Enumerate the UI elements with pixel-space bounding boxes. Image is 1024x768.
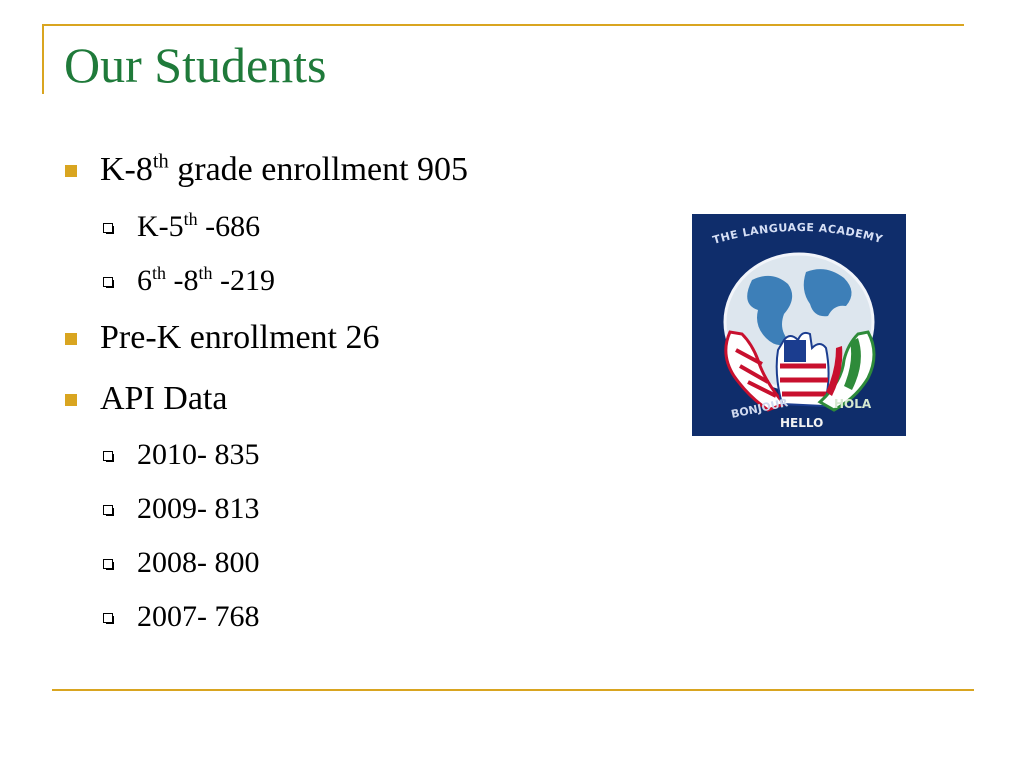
api-text: API Data [100, 380, 228, 417]
api-year-text: 2010- 835 [137, 438, 260, 471]
grades68-superscript-2: th [198, 263, 213, 283]
slide-title: Our Students [64, 37, 327, 93]
square-bullet-icon [65, 165, 77, 177]
left-rule [42, 24, 44, 94]
bullet-enrollment [100, 150, 469, 188]
prek-text: Pre-K enrollment 26 [100, 319, 380, 356]
bullet-prek [100, 321, 380, 355]
globe-hands-logo-art [692, 214, 906, 436]
api-year-text: 2008- 800 [137, 546, 260, 579]
enrollment-superscript: th [152, 150, 169, 173]
logo-arc-text: THE LANGUAGE ACADEMY [711, 220, 885, 247]
logo-word-hello: HELLO [780, 416, 824, 430]
bottom-rule [52, 689, 974, 691]
hand-center-stars-field [784, 340, 806, 362]
bullet-api [100, 382, 227, 416]
api-year-text: 2007- 768 [137, 600, 260, 633]
bullet-k5 [137, 209, 261, 243]
grades68-middle: -8 [166, 264, 199, 297]
k5-text: -686 [197, 210, 261, 243]
logo-word-bonjour: BONJOUR [729, 396, 790, 421]
square-bullet-icon [65, 333, 77, 345]
hollow-box-bullet-icon [103, 559, 113, 569]
grades68-text: -219 [212, 264, 276, 297]
hollow-box-bullet-icon [103, 505, 113, 515]
bullet-api-2007 [137, 602, 260, 632]
hollow-box-bullet-icon [103, 223, 113, 233]
k5-superscript: th [183, 209, 198, 229]
enrollment-prefix: K-8 [100, 151, 153, 188]
grades68-prefix: 6 [137, 264, 152, 297]
bullet-api-2008 [137, 548, 260, 578]
bullet-api-2010 [137, 440, 260, 470]
language-academy-logo [692, 214, 906, 436]
square-bullet-icon [65, 394, 77, 406]
bullet-grades-6-8 [137, 263, 276, 297]
k5-prefix: K-5 [137, 210, 184, 243]
hollow-box-bullet-icon [103, 277, 113, 287]
grades68-superscript: th [152, 263, 167, 283]
enrollment-text: grade enrollment 905 [168, 151, 469, 188]
logo-word-hola: HOLA [834, 397, 872, 411]
hollow-box-bullet-icon [103, 613, 113, 623]
hollow-box-bullet-icon [103, 451, 113, 461]
api-year-text: 2009- 813 [137, 492, 260, 525]
bullet-api-2009 [137, 494, 260, 524]
top-rule [42, 24, 964, 26]
